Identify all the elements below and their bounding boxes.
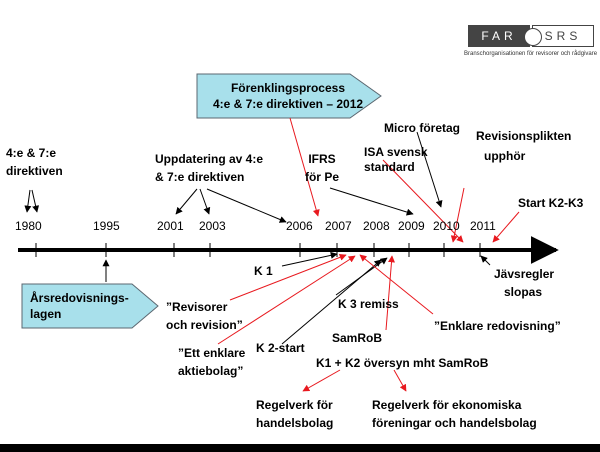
callout-bottom-line2: lagen — [30, 307, 62, 321]
callout-bottom-line1: Årsredovisnings- — [30, 291, 129, 305]
label-jav: Jävsregler slopas — [494, 267, 555, 299]
logo-left: FAR — [468, 25, 530, 47]
callout-top-line2: 4:e & 7:e direktiven – 2012 — [212, 97, 364, 111]
label-uppdatering: Uppdatering av 4:e & 7:e direktiven — [155, 152, 264, 184]
bottom-bar — [0, 444, 600, 452]
year-2009: 2009 — [398, 219, 425, 233]
label-isa: ISA svensk standard — [364, 145, 428, 174]
label-k3-remiss: K 3 remiss — [338, 297, 399, 311]
label-enklare-redovisning: ”Enklare redovisning” — [434, 319, 561, 333]
year-2003: 2003 — [199, 219, 226, 233]
logo-right: SRS — [532, 25, 594, 47]
label-direktiven-1980: 4:e & 7:e direktiven — [6, 146, 63, 178]
label-revisionsplikten: Revisionsplikten upphör — [476, 129, 572, 163]
callout-top-text — [200, 80, 376, 112]
far-srs-logo — [464, 25, 598, 65]
label-revisorer: ”Revisorer och revision” — [166, 300, 243, 332]
label-k1: K 1 — [254, 264, 273, 278]
year-2006: 2006 — [286, 219, 313, 233]
year-2008: 2008 — [363, 219, 390, 233]
label-k2-start: K 2-start — [256, 341, 305, 355]
callout-top-line1: Förenklingsprocess — [230, 81, 346, 95]
label-regelverk-handel: Regelverk för handelsbolag — [256, 398, 334, 430]
year-2010: 2010 — [433, 219, 460, 233]
year-1995: 1995 — [93, 219, 120, 233]
year-2001: 2001 — [157, 219, 184, 233]
logo-tagline: Branschorganisationen för revisorer och rådgivare — [464, 51, 598, 57]
year-2007: 2007 — [325, 219, 352, 233]
year-2011: 2011 — [470, 219, 496, 233]
label-k1k2: K1 + K2 översyn mht SamRoB — [316, 356, 489, 370]
logo-dot — [524, 28, 542, 46]
label-regelverk-ekonomiska: Regelverk för ekonomiska föreningar och handelsbolag — [372, 398, 537, 430]
label-start-k2-k3: Start K2-K3 — [518, 196, 584, 210]
label-ifrs: IFRS för Pe — [304, 152, 339, 184]
label-samrob: SamRoB — [332, 331, 383, 345]
callout-bottom-text — [30, 290, 129, 322]
year-1980: 1980 — [15, 219, 42, 233]
label-enklare-aktiebolag: ”Ett enklare aktiebolag” — [178, 346, 246, 378]
label-micro: Micro företag — [384, 121, 461, 135]
